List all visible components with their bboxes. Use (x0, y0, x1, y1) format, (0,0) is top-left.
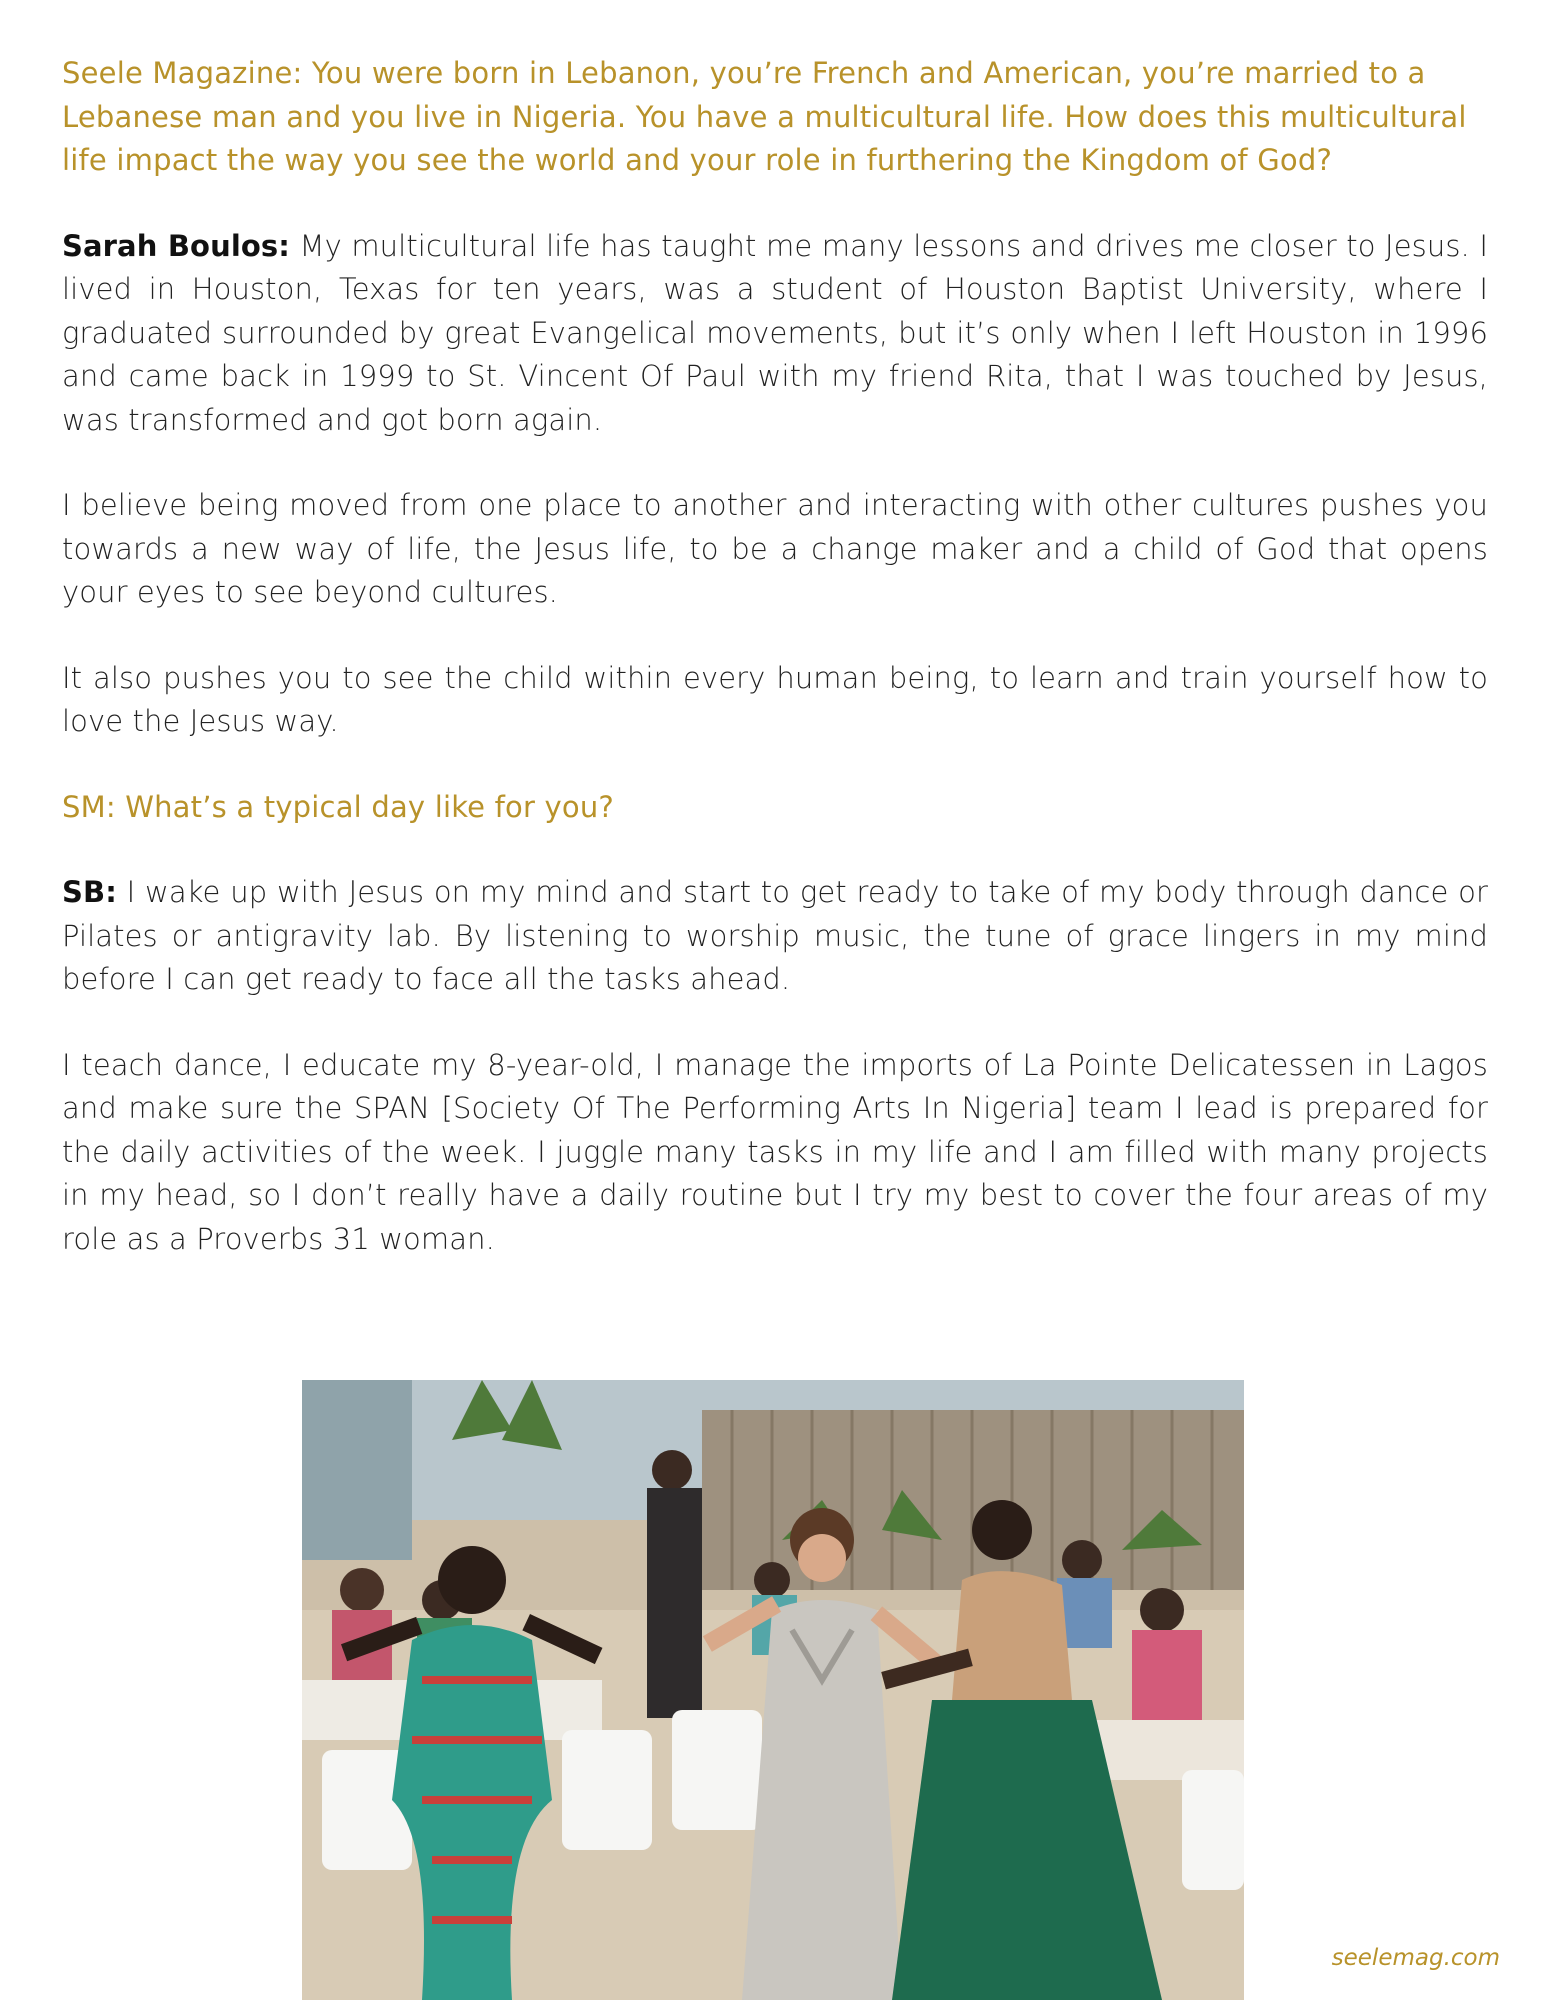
speaker-label: SB: (62, 875, 117, 909)
answer-text: I wake up with Jesus on my mind and start to get ready to take of my body through dance or Pilates or antigravity lab. By listening to worship music, the tune of grace lingers in my mind before I can get ready to face all the tasks ahead. (62, 875, 1488, 996)
answer-paragraph-tasks: I teach dance, I educate my 8-year-old, I manage the imports of La Pointe Delicatessen in Lagos and make sure the SPAN [Society Of The Performing Arts In Nigeria] team I lead is prepared for the daily activities of the week. I juggle many tasks in my life and I am filled with many projects in my head, so I don’t really have a daily routine but I try my best to cover the four areas of my role as a Proverbs 31 woman. (62, 1047, 1488, 1256)
answer-text: My multicultural life has taught me many lessons and drives me closer to Jesus. I lived in Houston, Texas for ten years, was a student of Houston Baptist University, where I graduated surrounded by great Evangelical movements, but it’s only when I left Houston in 1996 and came back in 1999 to St. Vincent Of Paul with my friend Rita, that I was touched by Jesus, was transformed and got born again. (62, 228, 1489, 437)
answer-typical-day (62, 871, 1488, 1002)
dancing-women-photo-icon (302, 1380, 1244, 2000)
site-footer[interactable]: seelemag.com (1331, 1945, 1500, 1971)
answer-paragraph-child-within: It also pushes you to see the child within every human being, to learn and train yourself how to love the Jesus way. (62, 660, 1488, 738)
answer-paragraph-cultures: I believe being moved from one place to another and interacting with other cultures pushes you towards a new way of life, the Jesus life, to be a change maker and a child of God that opens your eyes to see beyond cultures. (62, 488, 1488, 609)
event-photo (302, 1380, 1244, 2000)
question-multicultural-life: Seele Magazine: You were born in Lebanon, you’re French and American, you’re married to a Lebanese man and you live in Nigeria. You have a multicultural life. How does this multicultural life impact the way you see the world and your role in furthering the Kingdom of God? (62, 56, 1467, 177)
article-body (62, 52, 1488, 1303)
answer-multicultural-life (62, 225, 1488, 443)
question-typical-day: SM: What’s a typical day like for you? (62, 789, 615, 824)
speaker-label: Sarah Boulos: (62, 228, 290, 263)
